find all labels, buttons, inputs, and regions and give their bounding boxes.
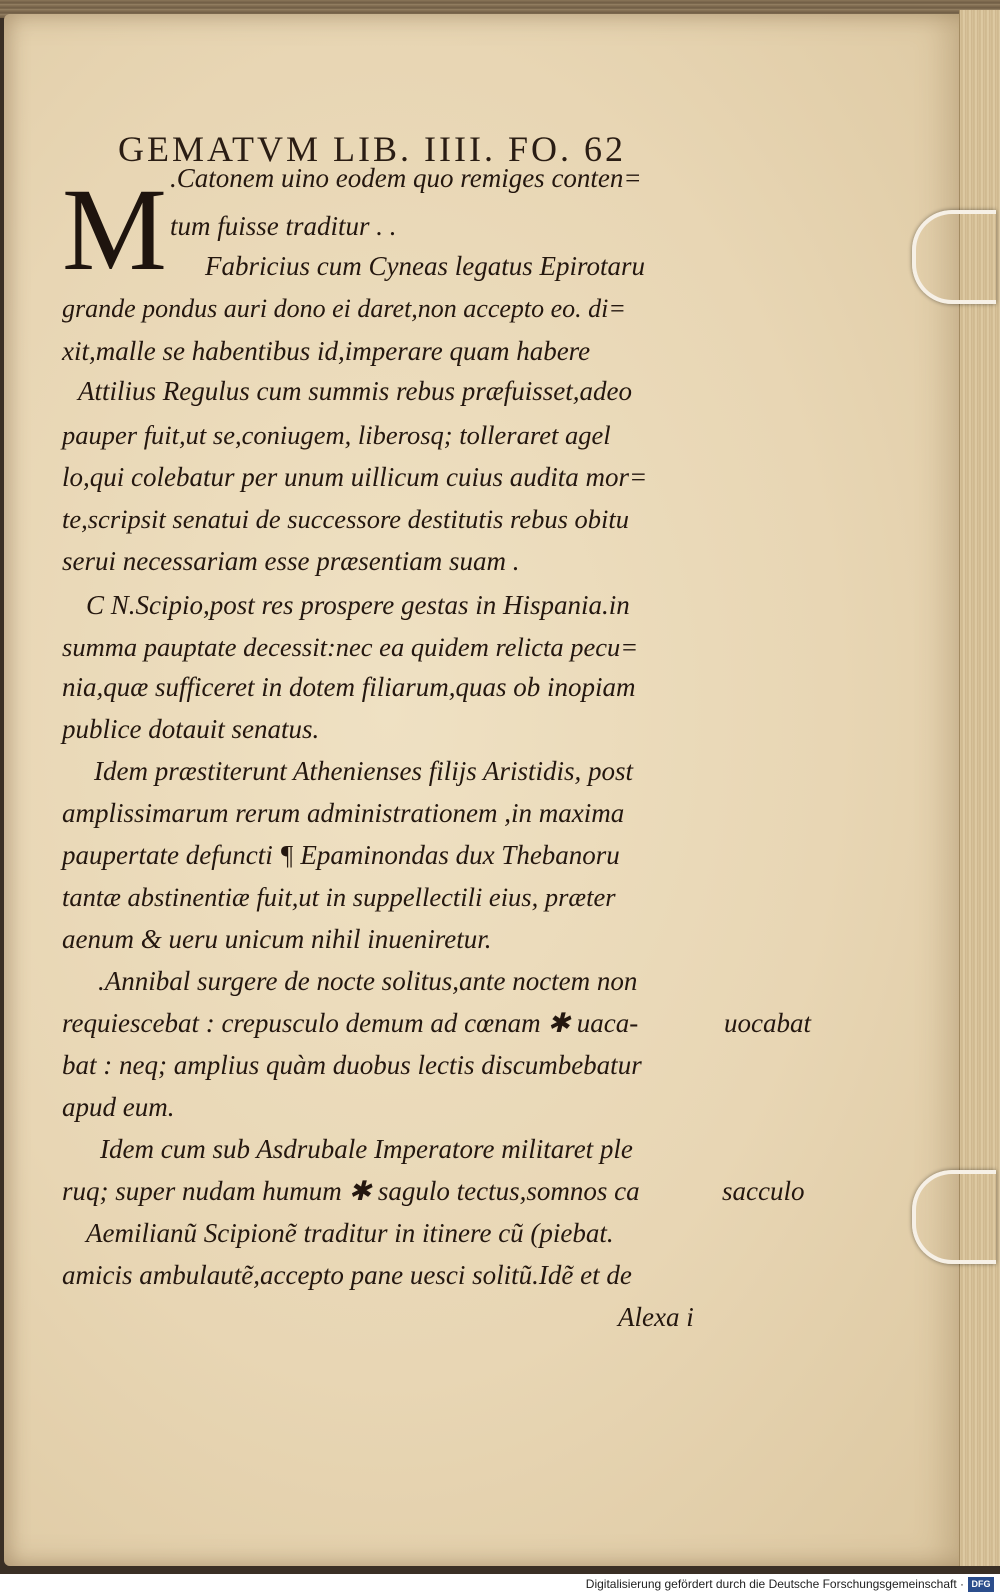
drop-cap-initial: M bbox=[62, 164, 167, 295]
text-line: ruq; super nudam humum ✱ sagulo tectus,somnos ca bbox=[62, 1176, 640, 1206]
text-line: Fabricius cum Cyneas legatus Epirotaru bbox=[205, 251, 645, 281]
text-line: apud eum. bbox=[62, 1092, 175, 1122]
catchword: Alexa i bbox=[618, 1302, 694, 1332]
text-line: Idem cum sub Asdrubale Imperatore militaret ple bbox=[100, 1134, 633, 1164]
text-line: Attilius Regulus cum summis rebus præfuisset,adeo bbox=[78, 376, 632, 406]
text-line: aenum & ueru unicum nihil inueniretur. bbox=[62, 924, 492, 954]
margin-note: sacculo bbox=[722, 1176, 805, 1206]
text-line: amicis ambulautẽ,accepto pane uesci solitũ.Idẽ et de bbox=[62, 1260, 632, 1290]
page-clip-top bbox=[912, 210, 996, 304]
text-line: tantæ abstinentiæ fuit,ut in suppellectili eius, præter bbox=[62, 882, 616, 912]
text-line: publice dotauit senatus. bbox=[62, 714, 320, 744]
text-line: C N.Scipio,post res prospere gestas in Hispania.in bbox=[86, 590, 630, 620]
text-line: amplissimarum rerum administrationem ,in maxima bbox=[62, 798, 625, 828]
text-line: pauper fuit,ut se,coniugem, liberosq; tolleraret agel bbox=[62, 420, 611, 450]
text-line: .Annibal surgere de nocte solitus,ante noctem non bbox=[98, 966, 638, 996]
funding-credit: Digitalisierung gefördert durch die Deutsche Forschungsgemeinschaft · bbox=[585, 1577, 964, 1591]
text-line: nia,quæ sufficeret in dotem filiarum,quas ob inopiam bbox=[62, 672, 636, 702]
text-line: tum fuisse traditur . . bbox=[170, 211, 397, 241]
text-line: Idem præstiterunt Athenienses filijs Aristidis, post bbox=[94, 756, 634, 786]
footer-bar bbox=[0, 1574, 1000, 1596]
margin-note: uocabat bbox=[724, 1008, 811, 1038]
text-line: xit,malle se habentibus id,imperare quam habere bbox=[62, 336, 591, 366]
page-clip-bottom bbox=[912, 1170, 996, 1264]
running-header: GEMATVM LIB. IIII. FO. 62 bbox=[118, 129, 626, 169]
text-line: grande pondus auri dono ei daret,non accepto eo. di= bbox=[62, 294, 626, 323]
text-line: summa pauptate decessit:nec ea quidem relicta pecu= bbox=[62, 632, 639, 662]
text-line: bat : neq; amplius quàm duobus lectis discumbebatur bbox=[62, 1050, 642, 1080]
text-line: paupertate defuncti ¶ Epaminondas dux Thebanoru bbox=[62, 840, 620, 870]
text-line: requiescebat : crepusculo demum ad cœnam ✱ uaca- bbox=[62, 1008, 639, 1038]
dfg-logo: DFG bbox=[968, 1577, 994, 1592]
text-line: serui necessariam esse præsentiam suam . bbox=[62, 546, 520, 576]
text-line: te,scripsit senatui de successore destitutis rebus obitu bbox=[62, 504, 629, 534]
text-line: Aemilianũ Scipionẽ traditur in itinere cũ (piebat. bbox=[86, 1218, 614, 1248]
text-line: .Catonem uino eodem quo remiges conten= bbox=[170, 163, 642, 193]
text-line: lo,qui colebatur per unum uillicum cuius audita mor= bbox=[62, 462, 648, 492]
